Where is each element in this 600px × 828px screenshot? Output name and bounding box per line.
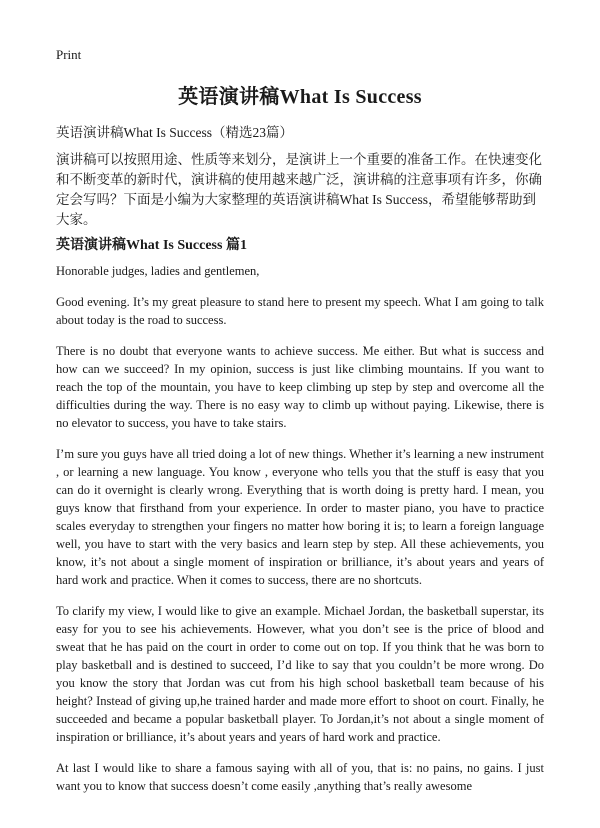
paragraph: Good evening. It’s my great pleasure to stand here to present my speech. What I am going to talk about today is the road to success. [56,295,544,327]
paragraph: At last I would like to share a famous saying with all of you, that is: no pains, no gains. I just want you to know that success doesn’t come easily ,anything that’s really awesome [56,761,544,793]
section-heading: 英语演讲稿What Is Success 篇1 [56,238,247,253]
print-link[interactable]: Print [56,47,82,62]
paragraph: Honorable judges, ladies and gentlemen, [56,264,260,278]
page-title: 英语演讲稿What Is Success [178,86,422,108]
intro-paragraph: 演讲稿可以按照用途、性质等来划分，是演讲上一个重要的准备工作。在快速变化和不断变革的新时代，演讲稿的使用越来越广泛，演讲稿的注意事项有许多，你确定会写吗？下面是小编为大家整理的英语演讲稿What Is Success，希望能够帮助到大家。 [56,152,542,227]
paragraph: There is no doubt that everyone wants to achieve success. Me either. But what is success and how can we succeed? In my opinion, success is just like climbing mountains. If you want to reach the top of the mountain, you have to keep climbing up step by step and overcome all the difficulties during the way. There is no easy way to climb up without paying. Likewise, there is no elevator to success, you have to take stairs. [56,344,544,430]
paragraph: I’m sure you guys have all tried doing a lot of new things. Whether it’s learning a new instrument , or learning a new language. You know , everyone who tells you that the stuff is easy that you can do it overnight is clearly wrong. Everything that is worth doing is pretty hard. I mean, you guys know that firsthand from your experience. In order to master piano, you have to practice scales everyday to strengthen your fingers no matter how boring it is; to learn a foreign language well, you have to start with the very basics and learn step by step. All these achievements, you know, it’s not about a single moment of inspiration or brilliance, it’s about years and years of hard work and practice. When it comes to success, there are no shortcuts. [56,447,544,587]
document-subtitle: 英语演讲稿What Is Success（精选23篇） [56,125,293,140]
paragraph: To clarify my view, I would like to give an example. Michael Jordan, the basketball superstar, its easy for you to see his achievements. However, what you don’t see is the price of blood and sweat that he has paid on the court in order to come out on top. If you think that he was born to play basketball and is destined to succeed, I’d like to say that you couldn’t be more wrong. Do you know the story that Jordan was cut from his high school basketball team because of his height? Instead of giving up,he trained harder and made more effort to shoot on court. Finally, he succeeded and became a popular basketball player. To Jordan,it’s not about a single moment of inspiration or brilliance, it’s about years and years of hard work and practice. [56,604,544,744]
speech-body [56,262,544,808]
